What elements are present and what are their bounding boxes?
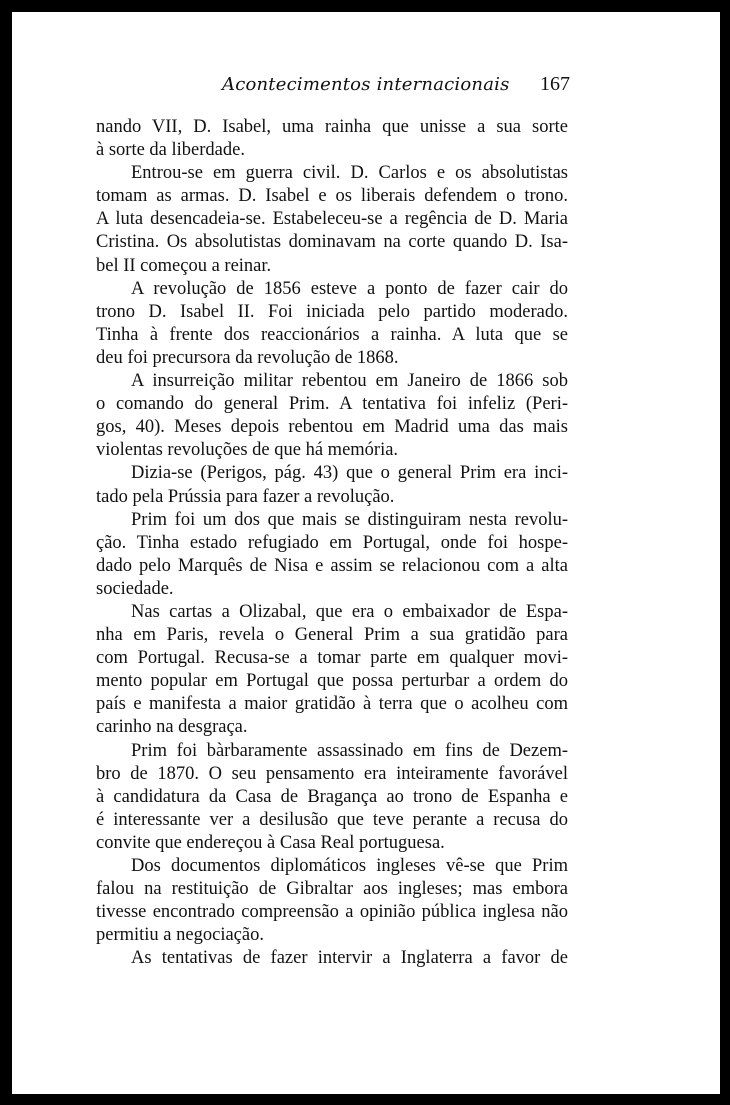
text-line: permitiu a negociação. [96,925,264,946]
text-line: com Portugal. Recusa-se a tomar parte em qualquer movi- [96,648,568,669]
text-line: bro de 1870. O seu pensamento era inteiramente favorável [96,763,568,784]
text-line: Dizia-se (Perigos, pág. 43) que o general Prim era inci- [131,463,568,484]
text-line: tivesse encontrado compreensão a opinião pública inglesa não [96,902,568,923]
text-line: dado pelo Marquês de Nisa e assim se relacionou com a alta [96,555,568,576]
running-head [12,74,720,104]
running-title: Acontecimentos internacionais [222,74,510,95]
text-line: bel II começou a reinar. [96,255,272,276]
text-line: é interessante ver a desilusão que teve perante a recusa do [96,809,568,830]
text-line: Dos documentos diplomáticos ingleses vê-se que Prim [131,856,568,876]
text-line: tomam as armas. D. Isabel e os liberais defendem o trono. [96,186,568,207]
text-line: violentas revoluções de que há memória. [96,440,399,461]
text-line: à sorte da liberdade. [96,140,245,161]
text-line: ção. Tinha estado refugiado em Portugal, onde foi hospe- [96,532,568,553]
text-line: convite que endereçou à Casa Real portuguesa. [96,832,445,853]
text-line: sociedade. [96,578,174,599]
text-line: trono D. Isabel II. Foi iniciada pelo partido moderado. [96,301,568,322]
text-line: Prim foi bàrbaramente assassinado em fins de Dezem- [131,740,568,761]
text-line: A insurreição militar rebentou em Janeiro de 1866 sob [131,371,568,392]
text-line: Entrou-se em guerra civil. D. Carlos e os absolutistas [131,163,568,184]
text-line: Nas cartas a Olizabal, que era o embaixador de Espa- [131,601,568,622]
text-line: carinho na desgraça. [96,717,248,738]
text-line: nha em Paris, revela o General Prim a sua gratidão para [96,625,568,646]
text-line: Tinha à frente dos reaccionários a rainha. A luta que se [96,324,568,345]
text-line: à candidatura da Casa de Bragança ao trono de Espanha e [96,786,568,807]
body-text [96,116,568,970]
text-line: mento popular em Portugal que possa perturbar a ordem do [96,671,568,692]
page-number: 167 [540,73,570,95]
text-line: deu foi precursora da revolução de 1868. [96,347,399,368]
text-line: tado pela Prússia para fazer a revolução. [96,486,395,507]
text-line: Prim foi um dos que mais se distinguiram nesta revolu- [131,509,568,530]
book-page [12,12,720,1094]
text-line: gos, 40). Meses depois rebentou em Madrid uma das mais [96,417,568,438]
text-line: As tentativas de fazer intervir a Inglaterra a favor de [131,948,568,969]
text-line: A luta desencadeia-se. Estabeleceu-se a regência de D. Maria [96,209,568,230]
text-line: A revolução de 1856 esteve a ponto de fazer cair do [131,278,568,299]
text-line: nando VII, D. Isabel, uma rainha que unisse a sua sorte [96,117,568,137]
text-line: o comando do general Prim. A tentativa foi infeliz (Peri- [96,394,568,415]
text-line: falou na restituição de Gibraltar aos ingleses; mas embora [96,879,568,900]
text-line: Cristina. Os absolutistas dominavam na corte quando D. Isa- [96,232,568,253]
text-line: país e manifesta a maior gratidão à terra que o acolheu com [96,694,568,715]
